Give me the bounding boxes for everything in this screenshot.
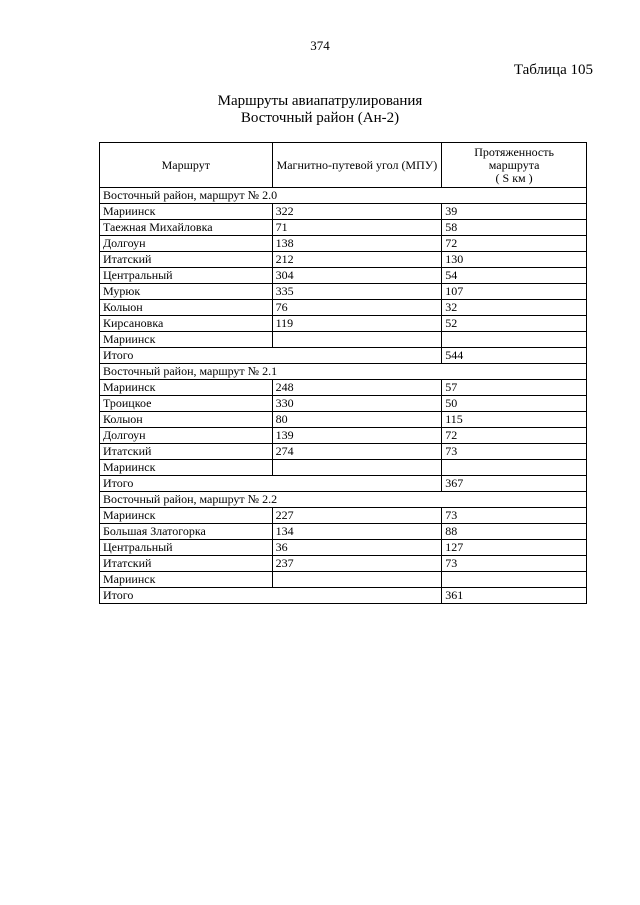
route-cell: Троицкое (100, 396, 273, 412)
route-cell: Мариинск (100, 460, 273, 476)
route-cell: Мариинск (100, 204, 273, 220)
table-row (100, 220, 587, 236)
route-cell: Мариинск (100, 572, 273, 588)
table-row (100, 316, 587, 332)
total-label: Итого (100, 348, 442, 364)
table-row (100, 332, 587, 348)
table-row (100, 252, 587, 268)
header-length-line-3: ( S км ) (495, 170, 533, 185)
angle-cell: 335 (272, 284, 442, 300)
route-cell: Колыон (100, 412, 273, 428)
total-label: Итого (100, 588, 442, 604)
route-cell: Кирсановка (100, 316, 273, 332)
angle-cell: 248 (272, 380, 442, 396)
route-cell: Мариинск (100, 332, 273, 348)
header-length-line-2: маршрута (488, 157, 540, 172)
header-row (100, 143, 587, 188)
length-cell: 107 (442, 284, 587, 300)
routes-body (100, 188, 587, 604)
route-cell: Таежная Михайловка (100, 220, 273, 236)
route-cell: Большая Златогорка (100, 524, 273, 540)
section-title: Восточный район, маршрут № 2.0 (100, 188, 587, 204)
angle-cell: 76 (272, 300, 442, 316)
length-cell: 115 (442, 412, 587, 428)
angle-cell: 304 (272, 268, 442, 284)
route-cell: Колыон (100, 300, 273, 316)
header-length (442, 143, 587, 188)
length-cell: 73 (442, 508, 587, 524)
route-cell: Центральный (100, 540, 273, 556)
angle-cell: 212 (272, 252, 442, 268)
table-row (100, 396, 587, 412)
angle-cell: 71 (272, 220, 442, 236)
title-line-2: Восточный район (Ан-2) (240, 110, 400, 126)
table-row (100, 284, 587, 300)
table-row (100, 428, 587, 444)
title-line-1: Маршруты авиапатрулирования (217, 93, 423, 109)
total-value: 544 (442, 348, 587, 364)
angle-cell: 237 (272, 556, 442, 572)
length-cell (442, 460, 587, 476)
length-cell (442, 332, 587, 348)
section-header-row (100, 188, 587, 204)
route-cell: Мурюк (100, 284, 273, 300)
angle-cell: 139 (272, 428, 442, 444)
length-cell: 57 (442, 380, 587, 396)
table-title (0, 93, 640, 127)
table-row (100, 460, 587, 476)
total-row (100, 588, 587, 604)
header-length-line-1: Протяженность (474, 144, 554, 159)
length-cell: 54 (442, 268, 587, 284)
angle-cell: 36 (272, 540, 442, 556)
table-row (100, 556, 587, 572)
total-row (100, 476, 587, 492)
table-row (100, 236, 587, 252)
table-row (100, 540, 587, 556)
table-row (100, 412, 587, 428)
total-value: 367 (442, 476, 587, 492)
length-cell: 50 (442, 396, 587, 412)
length-cell: 72 (442, 428, 587, 444)
table-label: Таблица 105 (513, 62, 593, 78)
table-row (100, 524, 587, 540)
section-title: Восточный район, маршрут № 2.2 (100, 492, 587, 508)
table-row (100, 268, 587, 284)
length-cell: 73 (442, 556, 587, 572)
angle-cell: 80 (272, 412, 442, 428)
angle-cell: 119 (272, 316, 442, 332)
angle-cell: 322 (272, 204, 442, 220)
table-row (100, 508, 587, 524)
angle-cell (272, 332, 442, 348)
route-cell: Мариинск (100, 508, 273, 524)
header-route: Маршрут (100, 143, 273, 188)
angle-cell: 227 (272, 508, 442, 524)
route-cell: Долгоун (100, 428, 273, 444)
angle-cell: 330 (272, 396, 442, 412)
total-value: 361 (442, 588, 587, 604)
table-row (100, 204, 587, 220)
route-cell: Итатский (100, 556, 273, 572)
length-cell (442, 572, 587, 588)
route-cell: Центральный (100, 268, 273, 284)
routes-table (99, 142, 587, 604)
table-row (100, 572, 587, 588)
route-cell: Мариинск (100, 380, 273, 396)
route-cell: Итатский (100, 444, 273, 460)
angle-cell (272, 460, 442, 476)
angle-cell: 274 (272, 444, 442, 460)
total-label: Итого (100, 476, 442, 492)
angle-cell: 134 (272, 524, 442, 540)
length-cell: 130 (442, 252, 587, 268)
table-row (100, 300, 587, 316)
total-row (100, 348, 587, 364)
length-cell: 73 (442, 444, 587, 460)
table-row (100, 444, 587, 460)
route-cell: Долгоун (100, 236, 273, 252)
length-cell: 72 (442, 236, 587, 252)
section-header-row (100, 492, 587, 508)
section-title: Восточный район, маршрут № 2.1 (100, 364, 587, 380)
angle-cell (272, 572, 442, 588)
page-number: 374 (310, 38, 330, 53)
section-header-row (100, 364, 587, 380)
length-cell: 32 (442, 300, 587, 316)
length-cell: 88 (442, 524, 587, 540)
length-cell: 39 (442, 204, 587, 220)
header-angle: Магнитно-путевой угол (МПУ) (272, 143, 442, 188)
table-row (100, 380, 587, 396)
length-cell: 52 (442, 316, 587, 332)
length-cell: 58 (442, 220, 587, 236)
length-cell: 127 (442, 540, 587, 556)
route-cell: Итатский (100, 252, 273, 268)
angle-cell: 138 (272, 236, 442, 252)
